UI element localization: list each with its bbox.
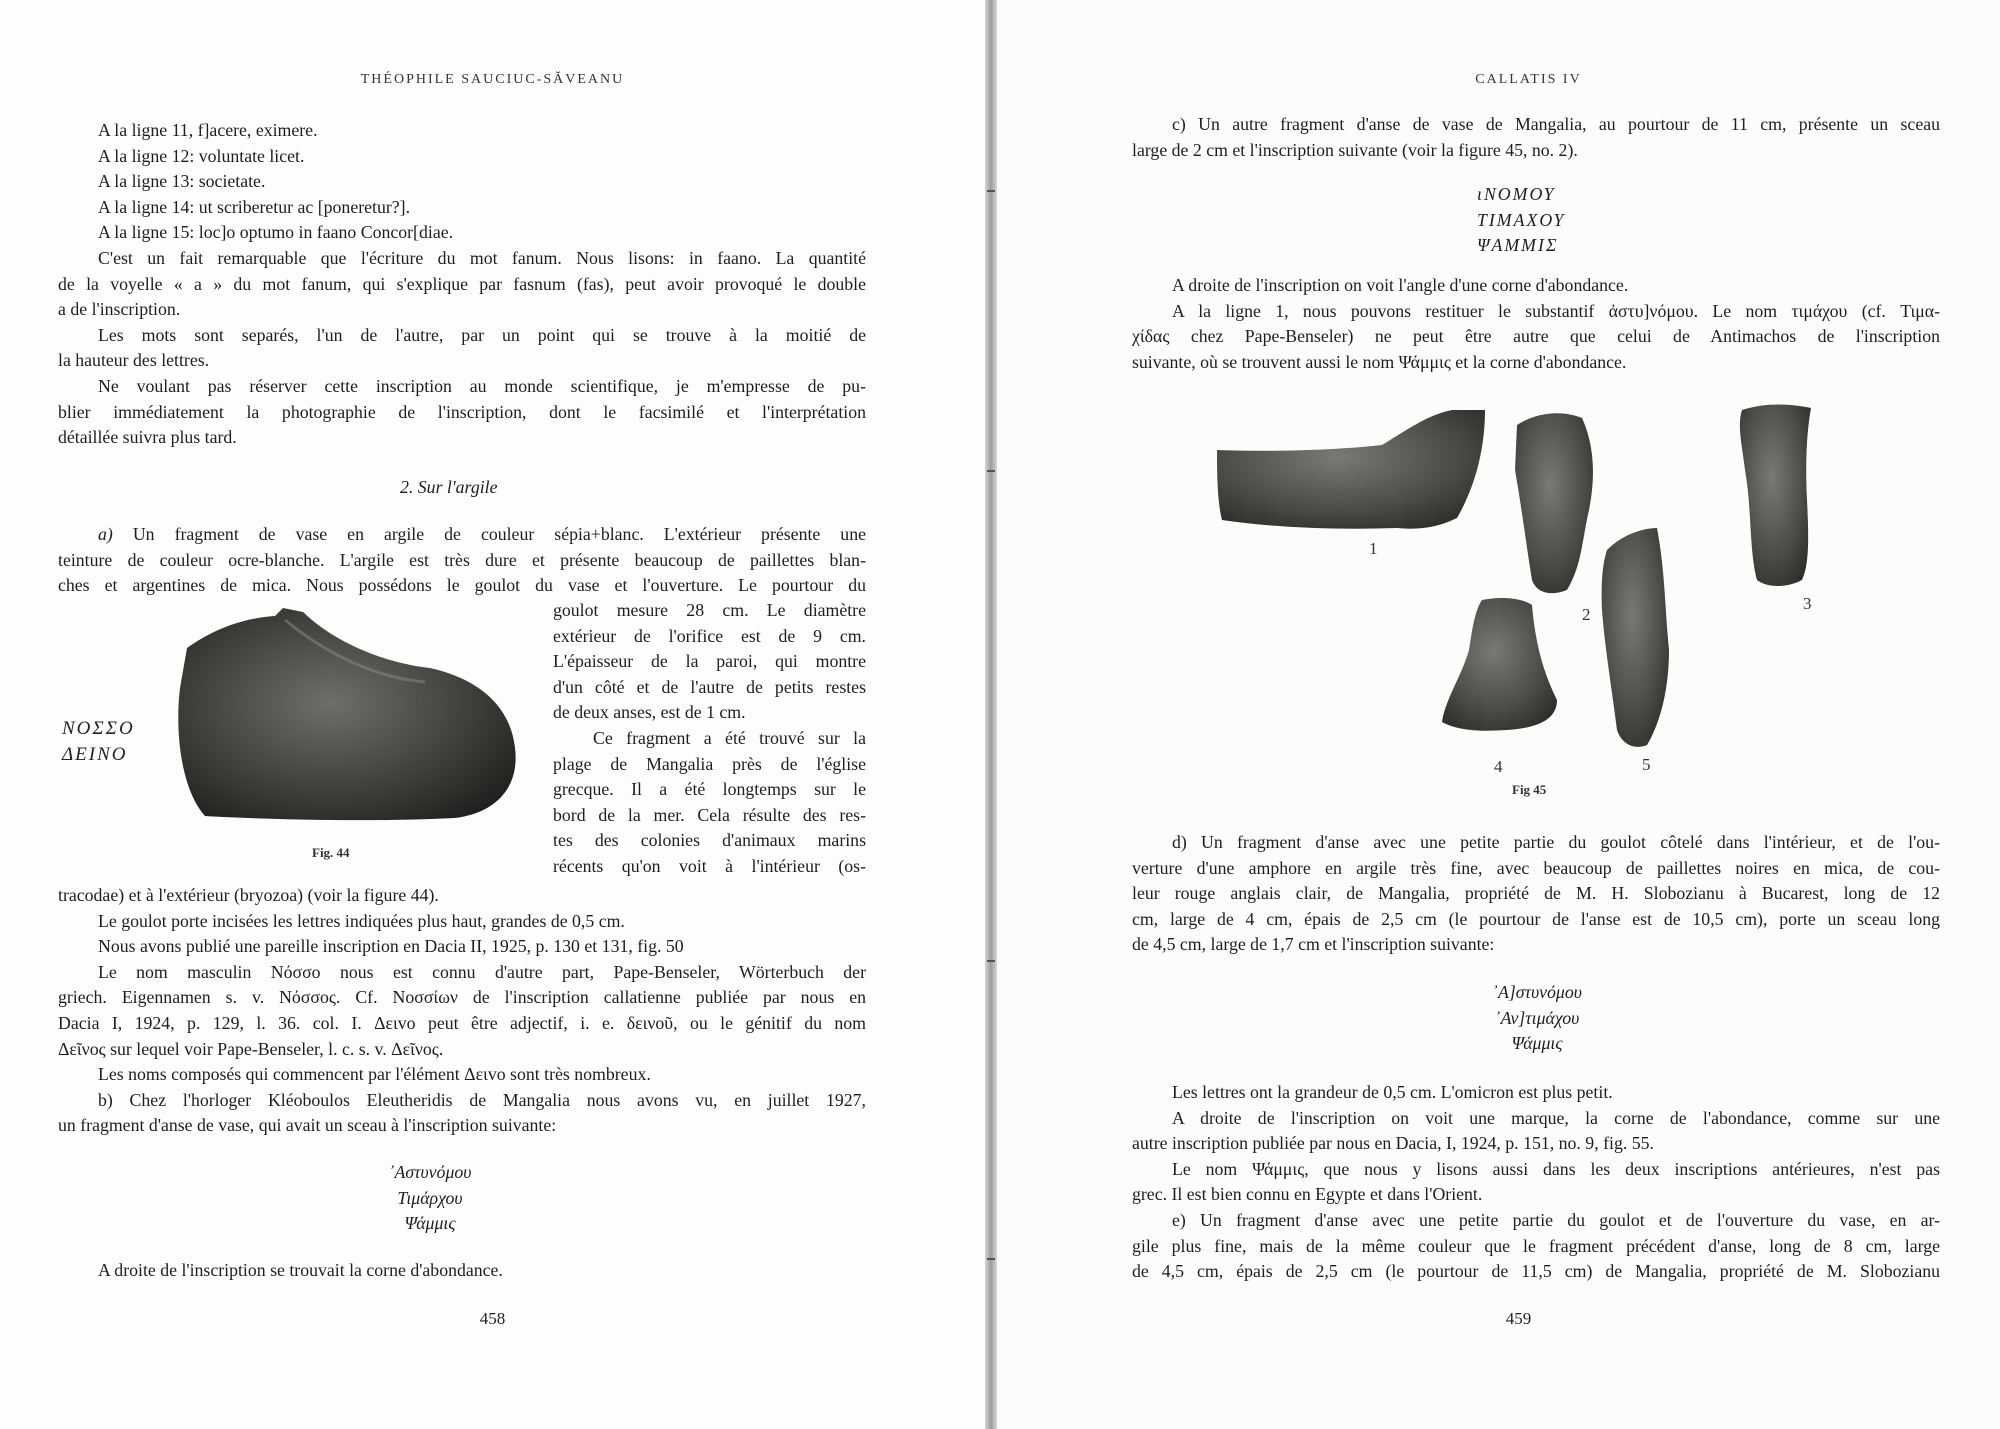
greek-side-inscription bbox=[62, 716, 135, 768]
text-line: verture d'une amphore en argile très fine, avec beaucoup de paillettes noires en mica, de cou- bbox=[1132, 857, 1940, 878]
text-line: teinture de couleur ocre-blanche. L'argile est très dure et présente beaucoup de paillettes blan- bbox=[58, 549, 866, 570]
fig45-number-4: 4 bbox=[1494, 757, 1503, 776]
text-line: leur rouge anglais clair, de Mangalia, propriété de M. H. Slobozianu à Bucarest, long de 12 bbox=[1132, 883, 1940, 904]
fragment-2 bbox=[1515, 413, 1593, 593]
book-gutter bbox=[985, 0, 997, 1429]
para-a-first: Un fragment de vase en argile de couleur sépia+blanc. L'extérieur présente une bbox=[132, 524, 866, 544]
text-line: Les mots sont separés, l'un de l'autre, par un point qui se trouve à la moitié de bbox=[98, 324, 866, 345]
fragment-3 bbox=[1740, 405, 1811, 587]
greek-line: Ψάμμις bbox=[1511, 1033, 1563, 1054]
text-line: ches et argentines de mica. Nous possédons le goulot du vase et l'ouverture. Le pourtour du bbox=[58, 575, 866, 596]
fig45-number-5: 5 bbox=[1642, 755, 1651, 774]
text-line: de la voyelle « a » du mot fanum, qui s'explique par fasnum (fas), peut avoir provoqué le double bbox=[58, 273, 866, 294]
fig45-photo bbox=[1217, 400, 1867, 780]
top-text-block bbox=[58, 118, 866, 451]
fig45-number-3: 3 bbox=[1803, 594, 1812, 613]
text-line: Le nom masculin Νόσσο nous est connu d'autre part, Pape-Benseler, Wörterbuch der bbox=[98, 961, 866, 982]
text-line: suivante, où se trouvent aussi le nom Ψάμμις et la corne d'abondance. bbox=[1132, 351, 1627, 372]
text-line: d'un côté et de l'autre de petits restes bbox=[553, 676, 866, 697]
text-line: Ce fragment a été trouvé sur la bbox=[593, 727, 866, 748]
text-line: autre inscription publiée par nous en Dacia, I, 1924, p. 151, no. 9, fig. 55. bbox=[1132, 1133, 1654, 1154]
greek-line: ᾿Α]στυνόμου bbox=[1492, 982, 1582, 1002]
text-line: de 4,5 cm, large de 1,7 cm et l'inscription suivante: bbox=[1132, 934, 1495, 955]
text-line: un fragment d'anse de vase, qui avait un sceau à l'inscription suivante: bbox=[58, 1115, 557, 1136]
fig44-caption: Fig. 44 bbox=[312, 845, 350, 860]
para-a-label: a) bbox=[98, 524, 113, 544]
greek-line: ΤΙΜΑΧΟΥ bbox=[1477, 209, 1566, 230]
text-line: détaillée suivra plus tard. bbox=[58, 427, 237, 448]
text-line: tracodae) et à l'extérieur (bryozoa) (voir la figure 44). bbox=[58, 885, 439, 905]
text-line: tes des colonies d'animaux marins bbox=[553, 830, 866, 851]
page-number-left: 458 bbox=[479, 1309, 506, 1328]
greek-line: ιΝΟΜΟΥ bbox=[1477, 184, 1556, 204]
text-line: A la ligne 11, f]acere, eximere. bbox=[98, 120, 318, 140]
text-line: bord de la mer. Cela résulte des res- bbox=[553, 804, 866, 825]
right-page bbox=[997, 0, 2000, 1429]
para-d-block bbox=[1132, 830, 1940, 958]
fragment-4 bbox=[1442, 598, 1557, 731]
text-line: Les lettres ont la grandeur de 0,5 cm. L'omicron est plus petit. bbox=[1172, 1082, 1613, 1102]
para-e-block bbox=[1132, 1080, 1940, 1285]
bottom-text-block bbox=[58, 883, 866, 1139]
text-line: Δεῖνος sur lequel voir Pape-Benseler, l. c. s. v. Δεῖνος. bbox=[58, 1038, 444, 1059]
greek-line: Τιμάρχου bbox=[397, 1187, 463, 1208]
text-line: Le goulot porte incisées les lettres indiquées plus haut, grandes de 0,5 cm. bbox=[98, 910, 625, 931]
text-line: A droite de l'inscription on voit l'angle d'une corne d'abondance. bbox=[1172, 275, 1629, 295]
fragment-5 bbox=[1602, 528, 1669, 747]
text-line: A la ligne 1, nous pouvons restituer le substantif ἀστυ]νόμου. Le nom τιμάχου (cf. Τιμα- bbox=[1172, 300, 1940, 321]
text-line: griech. Eigennamen s. v. Νόσσος. Cf. Νοσσίων de l'inscription callatienne publiée par nous en bbox=[58, 987, 866, 1008]
text-line: d) Un fragment d'anse avec une petite partie du goulot côtelé dans l'intérieur, et de l'ou- bbox=[1172, 832, 1940, 852]
fig44-photo bbox=[175, 608, 520, 823]
greek-line: ΝΟΣΣΟ bbox=[62, 718, 135, 739]
text-line: extérieur de l'orifice est de 9 cm. bbox=[553, 625, 866, 646]
text-line: b) Chez l'horloger Kléoboulos Eleutheridis de Mangalia nous avons vu, en juillet 1927, bbox=[98, 1089, 866, 1110]
greek-line: Ψάμμις bbox=[404, 1213, 456, 1234]
text-line: grec. Il est bien connu en Egypte et dans l'Orient. bbox=[1132, 1184, 1483, 1205]
greek-line: ᾿Αν]τιμάχου bbox=[1494, 1007, 1580, 1028]
text-line: A droite de l'inscription se trouvait la corne d'abondance. bbox=[98, 1260, 503, 1280]
text-line: Ne voulant pas réserver cette inscription au monde scientifique, je m'empresse de pu- bbox=[98, 375, 866, 396]
text-line: de 4,5 cm, épais de 2,5 cm (le pourtour de 11,5 cm) de Mangalia, propriété de M. Slobozianu bbox=[1132, 1261, 1940, 1282]
text-line: de deux anses, est de 1 cm. bbox=[553, 702, 746, 723]
text-line: Dacia I, 1924, p. 129, l. 36. col. I. Δειvo peut être adjectif, i. e. δεινοῦ, ou le génitif du nom bbox=[58, 1012, 866, 1033]
section-heading: 2. Sur l'argile bbox=[400, 477, 498, 497]
text-line: a de l'inscription. bbox=[58, 299, 181, 320]
para-c2-block bbox=[1132, 273, 1940, 375]
text-line: c) Un autre fragment d'anse de vase de Mangalia, au pourtour de 11 cm, présente un sceau bbox=[1172, 114, 1940, 134]
greek-line: ΨΑΜΜΙΣ bbox=[1477, 235, 1559, 256]
last-line-block bbox=[98, 1258, 858, 1284]
text-line: Le nom Ψάμμις, que nous y lisons aussi dans les deux inscriptions antérieures, n'est pas bbox=[1172, 1158, 1940, 1179]
text-line: χίδας chez Pape-Benseler) ne peut être autre que celui de Antimachos de l'inscription bbox=[1132, 326, 1940, 347]
greek-line: ΔΕΙΝΟ bbox=[62, 744, 128, 765]
text-line: Nous avons publié une pareille inscription en Dacia II, 1925, p. 130 et 131, fig. 50 bbox=[98, 936, 684, 957]
text-line: C'est un fait remarquable que l'écriture du mot fanum. Nous lisons: in faano. La quantité bbox=[98, 247, 866, 268]
text-line: A la ligne 15: loc]o optumo in faano Concor[diae. bbox=[98, 222, 454, 243]
fragment-1 bbox=[1217, 410, 1485, 529]
text-line: e) Un fragment d'anse avec une petite partie du goulot et de l'ouverture du vase, en ar- bbox=[1172, 1209, 1940, 1230]
text-line: plage de Mangalia près de l'église bbox=[553, 753, 866, 774]
greek-inscription-c bbox=[1477, 182, 1677, 259]
text-line bbox=[58, 522, 866, 548]
text-line: goulot mesure 28 cm. Le diamètre bbox=[553, 600, 866, 620]
text-line: large de 2 cm et l'inscription suivante (voir la figure 45, no. 2). bbox=[1132, 139, 1578, 160]
fig45-caption: Fig 45 bbox=[1512, 782, 1547, 797]
greek-inscription-b bbox=[300, 1160, 560, 1237]
fig45-number-2: 2 bbox=[1582, 605, 1591, 624]
page-number-right: 459 bbox=[1505, 1309, 1532, 1328]
text-line: la hauteur des lettres. bbox=[58, 350, 210, 371]
left-page bbox=[0, 0, 985, 1429]
running-head-left: THÉOPHILE SAUCIUC-SĂVEANU bbox=[360, 72, 625, 87]
side-text-block bbox=[553, 598, 866, 880]
text-line: L'épaisseur de la paroi, qui montre bbox=[553, 651, 866, 672]
text-line: Les noms composés qui commencent par l'élément Δειvo sont très nombreux. bbox=[98, 1064, 651, 1085]
para-a-block bbox=[58, 522, 866, 599]
text-line: cm, large de 4 cm, épais de 2,5 cm (le pourtour de l'anse est de 10,5 cm), porte un sceau long bbox=[1132, 908, 1940, 929]
greek-inscription-d bbox=[1427, 980, 1647, 1057]
text-line: récents qu'on voit à l'intérieur (os- bbox=[553, 855, 866, 876]
fig45-number-1: 1 bbox=[1369, 539, 1378, 558]
text-line: grecque. Il a été longtemps sur le bbox=[553, 779, 866, 800]
text-line: A la ligne 14: ut scriberetur ac [poneretur?]. bbox=[98, 196, 411, 217]
greek-line: ᾿Αστυνόμου bbox=[388, 1162, 472, 1182]
text-line: A la ligne 12: voluntate licet. bbox=[98, 145, 305, 166]
text-line: blier immédiatement la photographie de l'inscription, dont le facsimilé et l'interprétation bbox=[58, 401, 866, 422]
running-head-right: CALLATIS IV bbox=[1475, 72, 1582, 87]
para-c-block bbox=[1132, 112, 1940, 163]
text-line: A la ligne 13: societate. bbox=[98, 171, 266, 192]
text-line: gile plus fine, mais de la même couleur que le fragment précédent d'anse, long de 8 cm, large bbox=[1132, 1235, 1940, 1256]
text-line: A droite de l'inscription on voit une marque, la corne de l'abondance, comme sur une bbox=[1172, 1107, 1940, 1128]
